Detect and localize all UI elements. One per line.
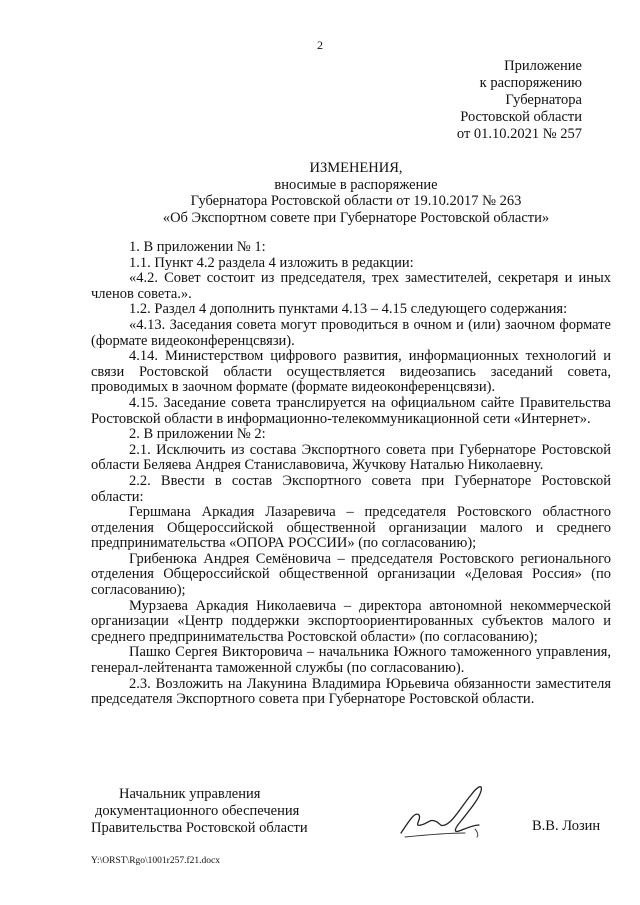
document-body: [91, 240, 611, 708]
position-line: документационного обеспечения: [95, 803, 300, 819]
appendix-line: к распоряжению: [479, 75, 582, 91]
document-title: [0, 160, 640, 226]
appendix-line: Ростовской области: [460, 109, 582, 125]
paragraph: 4.15. Заседание совета транслируется на официальном сайте Правительства Ростовской области в информационно-телекоммуникационной сети «Интернет».: [91, 394, 611, 427]
paragraph: «4.2. Совет состоит из председателя, трех заместителей, секретаря и иных членов совета.».: [91, 270, 611, 302]
appendix-reference: [382, 58, 582, 143]
paragraph: 2.3. Возложить на Лакунина Владимира Юрьевича обязанности заместителя председателя Экспортного совета при Губернаторе Ростовской области.: [91, 675, 611, 708]
paragraph: Мурзаева Аркадия Николаевича – директора автономной некоммерческой организации «Центр поддержки экспортоориентированных субъектов малого и среднего предпринимательства Ростовской области» (по согласованию);: [91, 597, 611, 645]
title-line: «Об Экспортном совете при Губернаторе Ростовской области»: [162, 209, 550, 226]
paragraph: «4.13. Заседания совета могут проводиться в очном и (или) заочном формате (формате видеоконференцсвязи).: [91, 316, 611, 349]
signature-graphic: [395, 775, 505, 845]
position-line: Начальник управления: [119, 786, 261, 802]
paragraph: 4.14. Министерством цифрового развития, информационных технологий и связи Ростовской области осуществляется видеозапись заседаний совета, проводимых в заочном формате (формате видеоконференцсвязи).: [91, 348, 611, 396]
paragraph: 2.2. Ввести в состав Экспортного совета при Губернаторе Ростовской области:: [91, 472, 611, 505]
appendix-line: от 01.10.2021 № 257: [456, 126, 582, 142]
title-heading: ИЗМЕНЕНИЯ,: [309, 160, 403, 176]
paragraph: Гершмана Аркадия Лазаревича – председателя Ростовского областного отделения Общероссийской общественной организации малого и среднего предпринимательства «ОПОРА РОССИИ» (по согласованию);: [91, 504, 611, 552]
appendix-line: Губернатора: [505, 92, 582, 108]
title-line: вносимые в распоряжение: [274, 176, 438, 193]
title-line: Губернатора Ростовской области от 19.10.2017 № 263: [190, 193, 522, 209]
paragraph: 1.1. Пункт 4.2 раздела 4 изложить в редакции:: [129, 254, 414, 271]
paragraph: 1. В приложении № 1:: [129, 239, 266, 255]
signatory-position: [91, 786, 308, 837]
file-path: Y:\ORST\Rgo\1001r257.f21.docx: [91, 856, 220, 866]
page-number: 2: [317, 38, 323, 52]
paragraph: 2. В приложении № 2:: [129, 426, 266, 443]
paragraph: 1.2. Раздел 4 дополнить пунктами 4.13 – 4.15 следующего содержания:: [129, 301, 568, 318]
paragraph: 2.1. Исключить из состава Экспортного совета при Губернаторе Ростовской области Беляева Андрея Станиславовича, Жучкову Наталью Николаевну.: [91, 441, 611, 474]
handwritten-signature: [395, 775, 505, 850]
signatory-name: В.В. Лозин: [532, 818, 601, 834]
paragraph: Грибенюка Андрея Семёновича – председателя Ростовского регионального отделения Общероссийской общественной организации «Деловая Россия» (по согласованию);: [91, 550, 611, 599]
paragraph: Пашко Сергея Викторовича – начальника Южного таможенного управления, генерал-лейтенанта таможенной службы (по согласованию).: [91, 644, 611, 677]
appendix-line: Приложение: [504, 58, 582, 74]
position-line: Правительства Ростовской области: [91, 820, 308, 836]
